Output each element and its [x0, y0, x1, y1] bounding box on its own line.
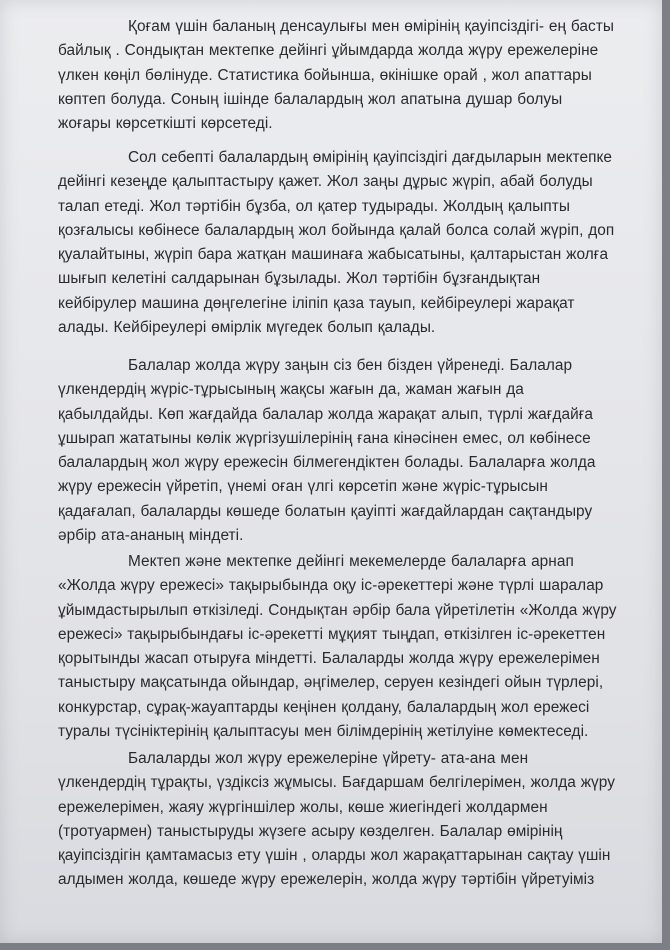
- paragraph-1: Қоғам үшін баланың денсаулығы мен өмірінің қауіпсіздігі- ең басты байлық . Сондықтан мектепке дейінгі ұйымдарда жолда жүру ережелеріне үлкен көңіл бөлінуде. Статистика бойынша, өкінішке орай , жол апаттары көптеп болуда. Соның ішінде балалардың жол апатына душар болуы жоғары көрсеткішті көрсетеді.: [58, 18, 614, 133]
- paragraph-2: Сол себепті балалардың өмірінің қауіпсіздігі дағдыларын мектепке дейінгі кезеңде қалыптастыру қажет. Жол заңы дұрыс жүріп, абай болуды талап етеді. Жол тәртібін бұзба, ол қатер тудырады. Жолдың қалыпты қозғалысы көбінесе балалардың жол бойында қалай болса солай жүріп, доп қуалайтыны, жүріп бара жатқан машинаға жабысатыны, қалтарыстан жолға шығып келетіні салдарынан бұзылады. Жол тәртібін бұзғандықтан кейбірулер машина дөңгелегіне іліпіп қаза тауып, кейбіреулері жарақат алады. Кейбіреулері өмірлік мүгедек болып қалады.: [58, 149, 615, 337]
- paragraph-5: Балаларды жол жүру ережелеріне үйрету- ата-ана мен үлкендердің тұрақты, үздіксіз жұмысы. Бағдаршам белгілерімен, жолда жүру ережелерімен, жаяу жүргіншілер жолы, көше жиегіндегі жолдармен (тротуармен) таныстыруды жүзеге асыру көзделген. Балалар өмірінің қауіпсіздігін қамтамасыз ету үшін , оларды жол жарақаттарынан сақтау үшін алдымен жолда, көшеде жүру ережелерін, жолда жүру тәртібін үйретуіміз: [58, 750, 615, 889]
- paragraph-3: Балалар жолда жүру заңын сіз бен бізден үйренеді. Балалар үлкендердің жүріс-тұрысының жақсы жағын да, жаман жағын да қабылдайды. Көп жағдайда балалар жолда жарақат алып, түрлі жағдайға ұшырап жататыны көлік жүргізушілерінің ғана кінәсінен емес, ол көбінесе балалардың жол жүру ережесін білмегендіктен болады. Балаларға жолда жүру ережесін үйретіп, үнемі оған үлгі көрсетіп және жүріс-тұрысын қадағалап, балаларды көшеде болатын қауіпті жағдайлардан сақтандыру әрбір ата-ананың міндеті.: [58, 357, 596, 545]
- paragraph-4: Мектеп және мектепке дейінгі мекемелерде балаларға арнап «Жолда жүру ережесі» тақырыбында оқу іс-әрекеттері және түрлі шаралар ұйымдастырылып өткізіледі. Сондықтан әрбір бала үйретілетін «Жолда жүру ережесі» тақырыбындағы іс-әрекетті мұқият тыңдап, өткізілген іс-әрекеттен қорытынды жасап отыруға міндетті. Балаларды жолда жүру ережелерімен таныстыру мақсатында ойындар, әңгімелер, серуен кезіндегі ойын түрлері, конкурстар, сұрақ-жауаптарды кеңінен қолдану, балалардың жол ережесі туралы түсініктерінің қалыптасуы мен білімдерінің жетілуіне көмектеседі.: [58, 553, 617, 741]
